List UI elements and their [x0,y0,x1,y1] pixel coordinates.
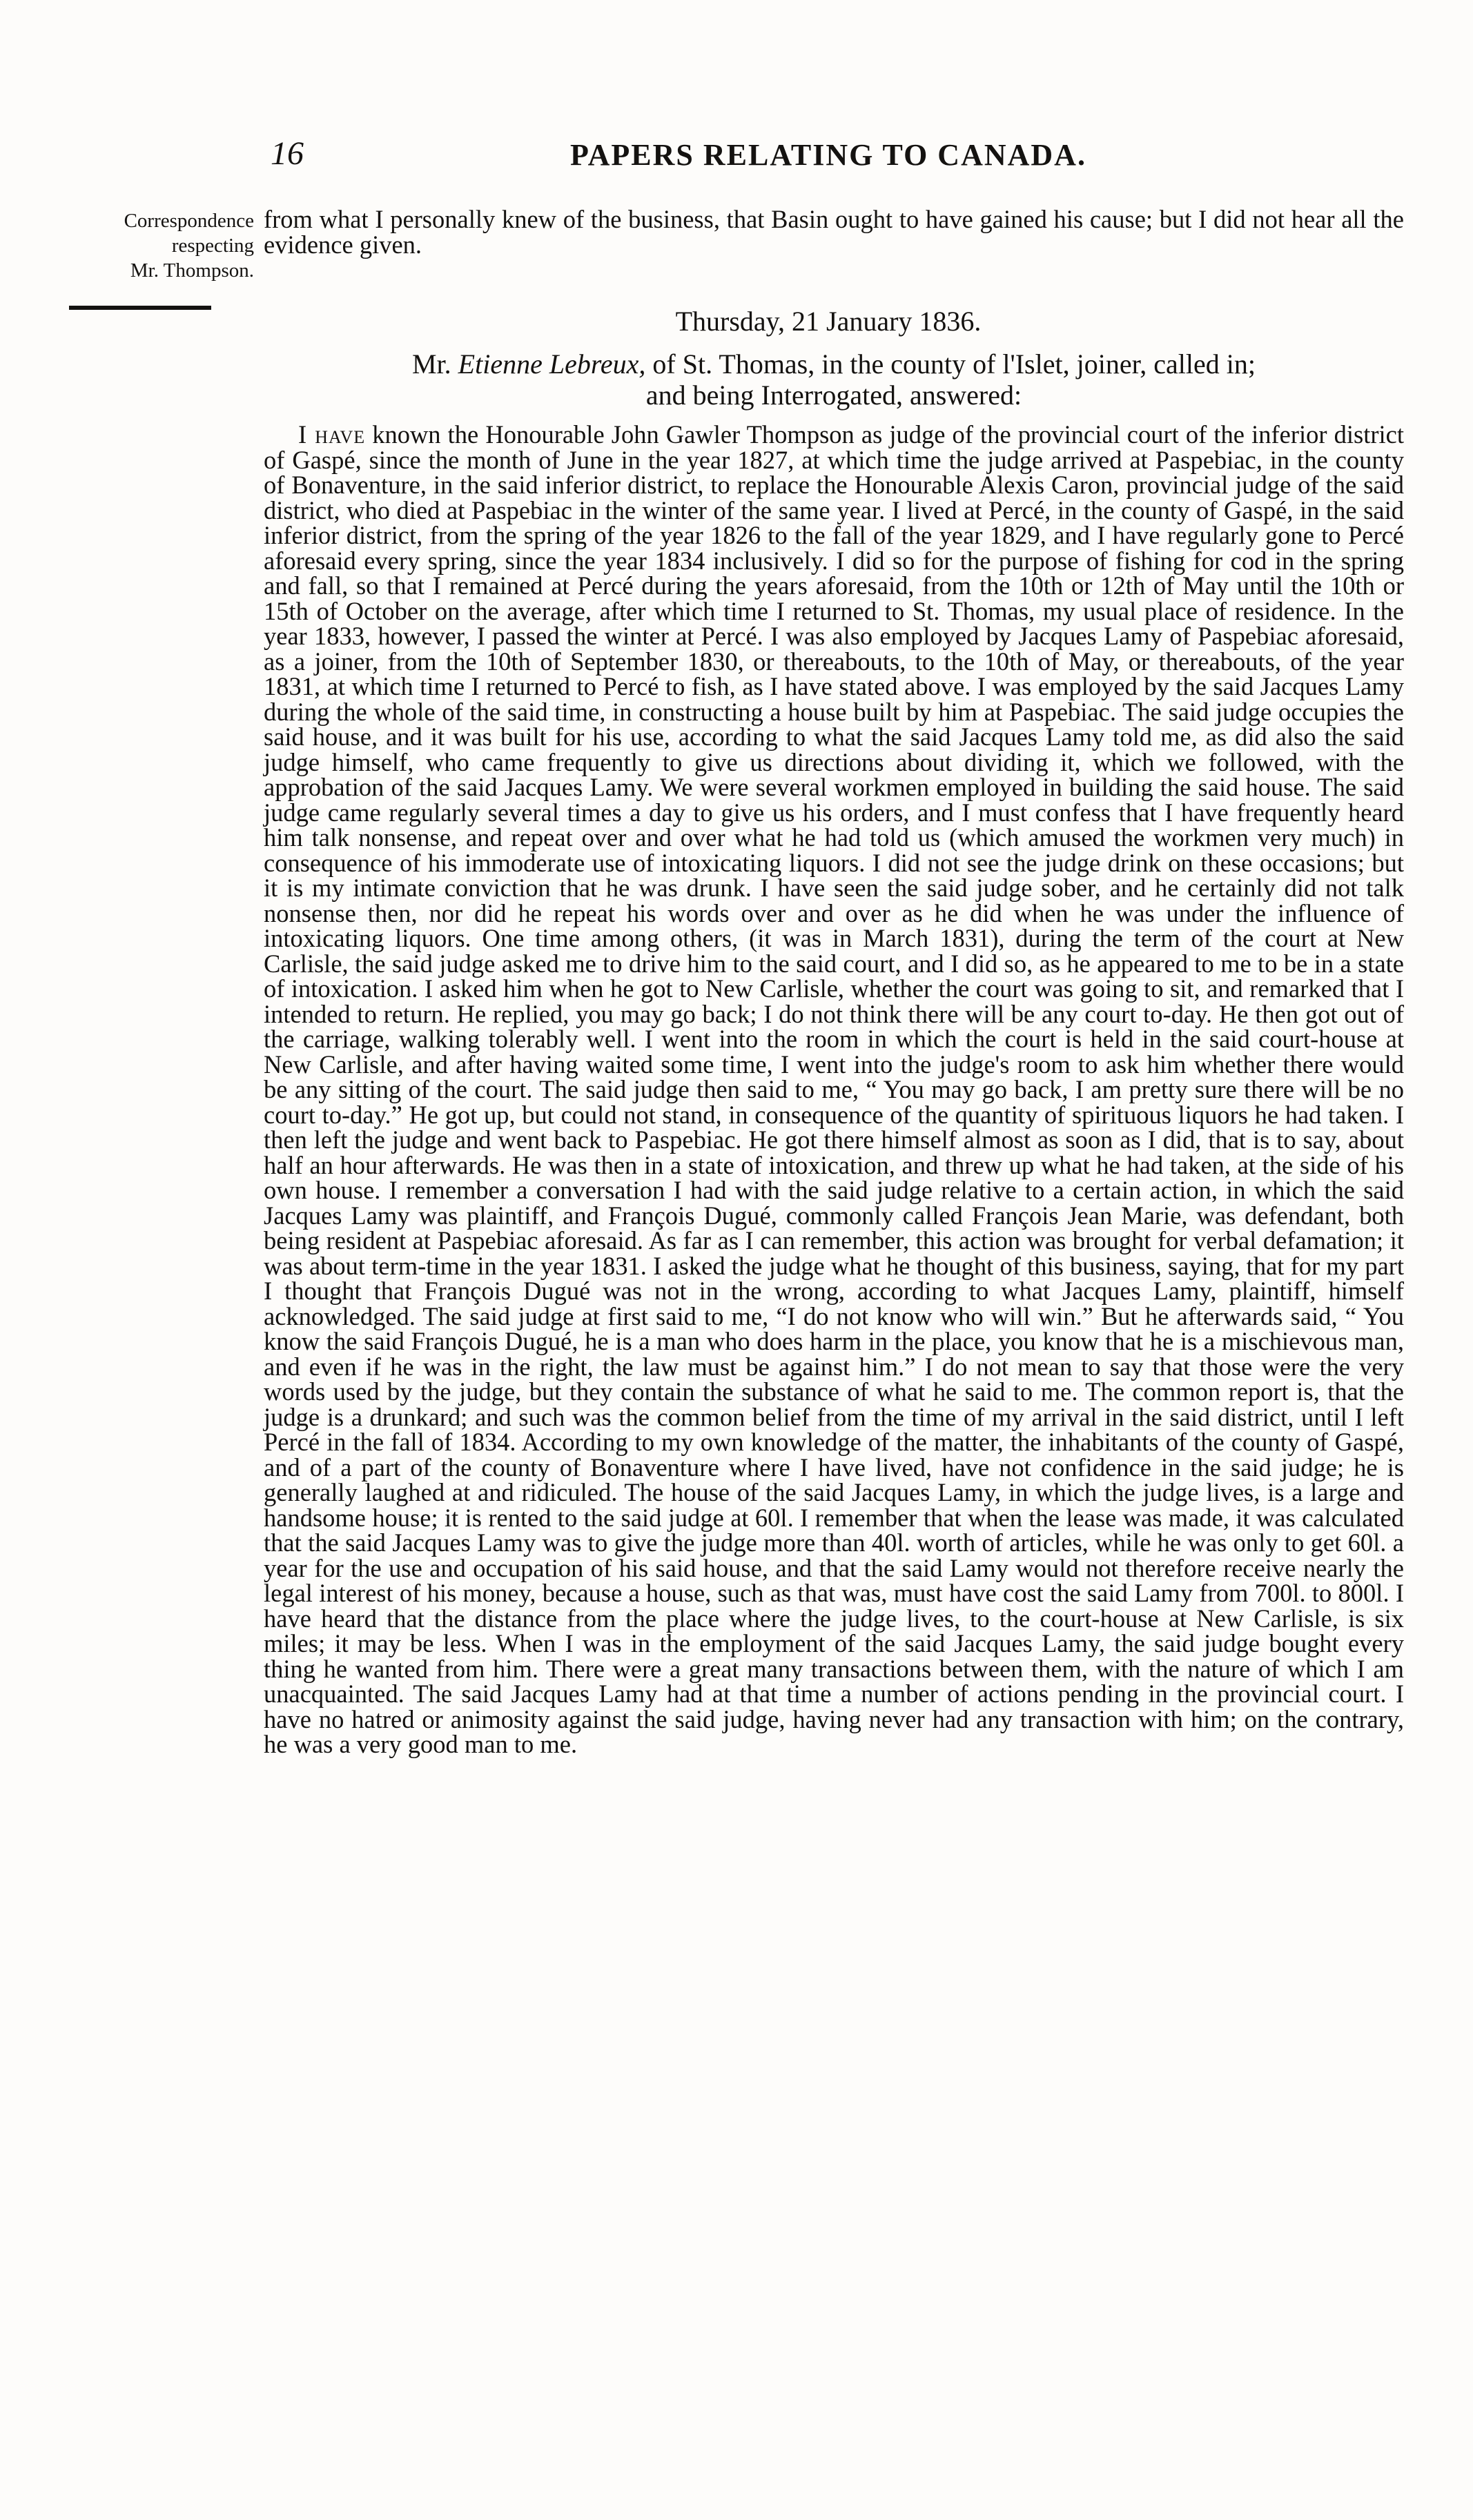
margin-note-line: respecting [171,235,254,257]
margin-note-line: Correspondence [124,210,254,232]
witness-prefix: Mr. [411,348,451,380]
witness-name: Etienne Lebreux, [458,348,646,380]
intro-paragraph: from what I personally knew of the business, that Basin ought to have gained his cause; but I did not hear all the evidence given. [264,205,1404,259]
margin-rule [69,306,211,310]
running-title: PAPERS RELATING TO CANADA. [570,138,1086,172]
witness-details: of St. Thomas, in the county of l'Islet, joiner, called in; [652,348,1256,380]
page-number: 16 [271,135,304,172]
page-header [255,128,1401,176]
witness-line-1 [264,348,1404,380]
margin-note [47,208,254,283]
testimony-opening: I have [298,420,366,449]
witness-heading [264,348,1404,411]
testimony-text: known the Honourable John Gawler Thompson as judge of the provincial court of the inferior district of Gaspé, since the month of June in the year 1827, at which time the judge arrived at Paspebiac, in the county of Bonaventure, in the said inferior district, to replace the Honourable Alexis Caron, provincial judge of the said district, who died at Paspebiac in the winter of the same year. I lived at Percé, in the county of Gaspé, in the said inferior district, from the spring of the year 1826 to the fall of the year 1829, and I have regularly gone to Percé aforesaid every spring, since the year 1834 inclusively. I did so for the purpose of fishing for cod in the spring and fall, so that I remained at Percé during the years aforesaid, from the 10th or 12th of May until the 10th or 15th of October on the average, after which time I returned to St. Thomas, my usual place of residence. In the year 1833, however, I passed the winter at Percé. I was also employed by Jacques Lamy of Paspebiac aforesaid, as a joiner, from the 10th of September 1830, or thereabouts, to the 10th of May, or thereabouts, of the year 1831, at which time I returned to Percé to fish, as I have stated above. I was employed by the said Jacques Lamy during the whole of the said time, in constructing a house built by him at Paspebiac. The said judge occupies the said house, and it was built for his use, according to what the said Jacques Lamy told me, as did also the said judge himself, who came frequently to give us directions about dividing it, which we followed, with the approbation of the said Jacques Lamy. We were several workmen employed in building the said house. The said judge came regularly several times a day to give us his orders, and I must confess that I have frequently heard him talk nonsense, and repeat over and over what he had told us (which amused the workmen very much) in consequence of his immoderate use of intoxicating liquors. I did not see the judge drink on these occasions; but it is my intimate conviction that he was drunk. I have seen the said judge sober, and he certainly did not talk nonsense then, nor did he repeat his words over and over as he did when he was under the influence of intoxicating liquors. One time among others, (it was in March 1831), during the term of the court at New Carlisle, the said judge asked me to drive him to the said court, and I did so, as he appeared to me to be in a state of intoxication. I asked him when he got to New Carlisle, whether the court was going to sit, and remarked that I intended to return. He replied, you may go back; I do not think there will be any court to-day. He then got out of the carriage, walking tolerably well. I went into the room in which the court is held in the said court-house at New Carlisle, and after having waited some time, I went into the judge's room to ask him whether there would be any sitting of the court. The said judge then said to me, “ You may go back, I am pretty sure there will be no court to-day.” He got up, but could not stand, in consequence of the quantity of spirituous liquors he had taken. I then left the judge and went back to Paspebiac. He got there himself almost as soon as I did, that is to say, about half an hour afterwards. He was then in a state of intoxication, and threw up what he had taken, at the side of his own house. I remember a conversation I had with the said judge relative to a certain action, in which the said Jacques Lamy was plaintiff, and François Dugué, commonly called François Jean Marie, was defendant, both being resident at Paspebiac aforesaid. As far as I can remember, this action was brought for verbal defamation; it was about term-time in the year 1831. I asked the judge what he thought of this business, saying, that for my part I thought that François Dugué was not in the wrong, according to what Jacques Lamy, plaintiff, himself acknowledged. The said judge at first said to me, “I do not know who will win.” But he afterwards said, “ You know the said François Dugué, he is a man who does harm in the place, you know that he is a mischievous man, and even if he was in the right, the law must be against him.” I do not mean to say that those were the very words used by the judge, but they contain the substance of what he said to me. The common report is, that the judge is a drunkard; and such was the common belief from the time of my arrival in the said district, until I left Percé in the fall of 1834. According to my own knowledge of the matter, the inhabitants of the county of Gaspé, and of a part of the county of Bonaventure where I have lived, have not confidence in the said judge; he is generally laughed at and ridiculed. The house of the said Jacques Lamy, in which the judge lives, is a large and handsome house; it is rented to the said judge at 60l. I remember that when the lease was made, it was calculated that the said Jacques Lamy was to give the judge more than 40l. worth of articles, while he was only to get 60l. a year for the use and occupation of his said house, and that the said Lamy would not therefore receive nearly the legal interest of his money, because a house, such as that was, must have cost the said Lamy from 700l. to 800l. I have heard that the distance from the place where the judge lives, to the court-house at New Carlisle, is six miles; it may be less. When I was in the employment of the said Jacques Lamy, the said judge bought every thing he wanted from him. There were a great many transactions between them, with the nature of which I am unacquainted. The said Jacques Lamy had at that time a number of actions pending in the provincial court. I have no hatred or animosity against the said judge, having never had any transaction with him; on the contrary, he was a very good man to me. [264,420,1404,1758]
testimony-paragraph [264,422,1404,1758]
dateline: Thursday, 21 January 1836. [675,306,982,337]
margin-note-line: Mr. Thompson. [130,259,254,282]
witness-line-2: and being Interrogated, answered: [645,380,1022,411]
